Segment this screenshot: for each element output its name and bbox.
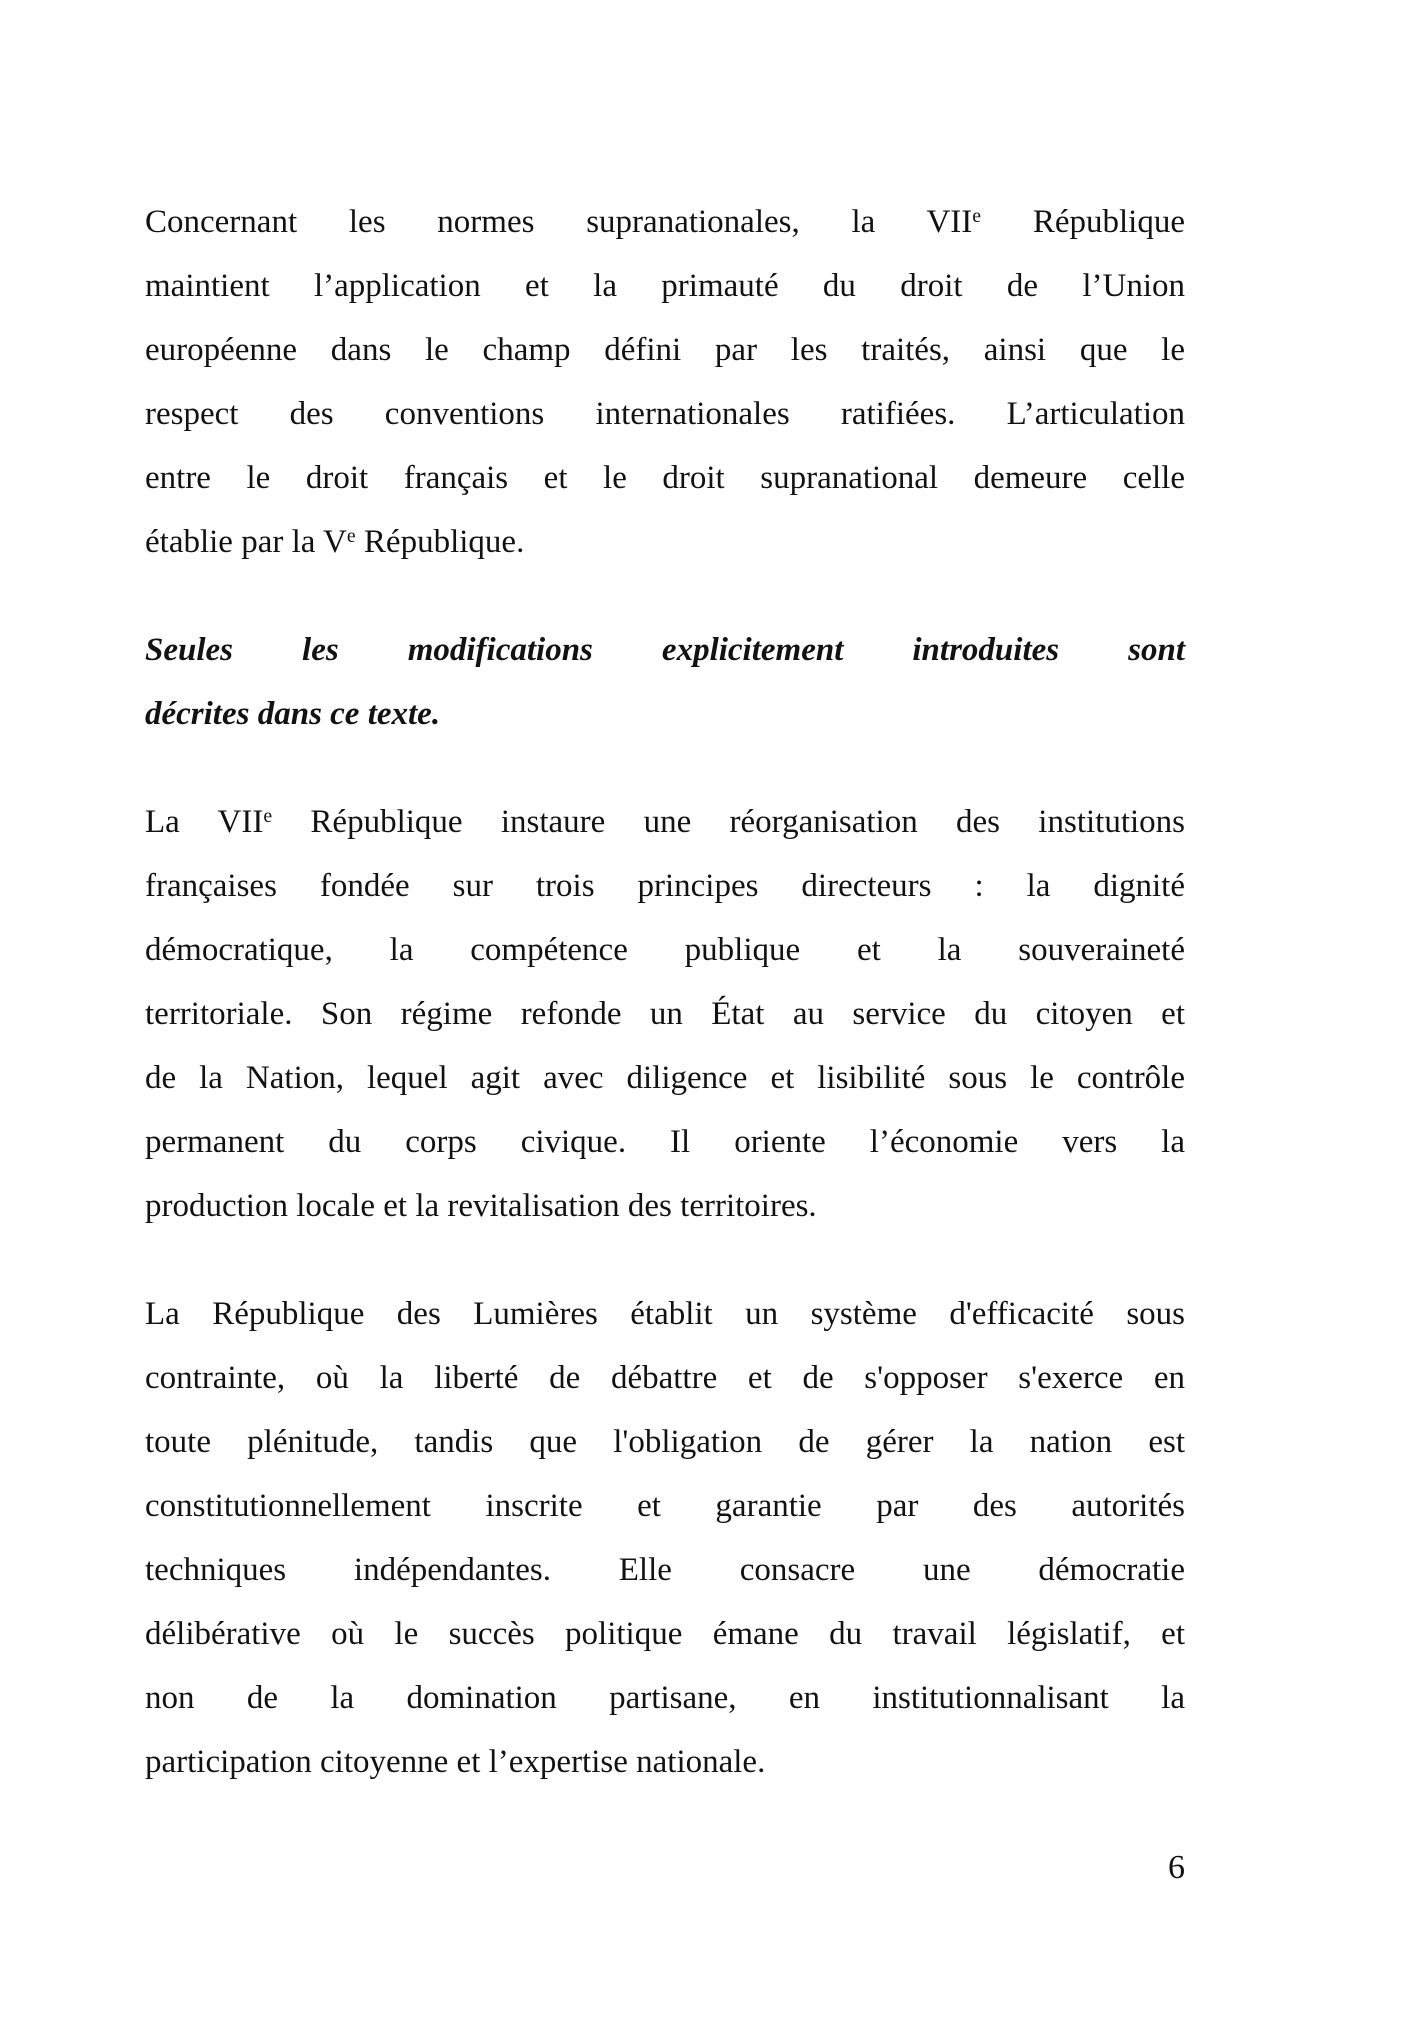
paragraph bbox=[145, 1282, 1185, 1794]
text-line bbox=[145, 382, 1185, 446]
paragraph bbox=[145, 618, 1185, 746]
text-run: République. bbox=[355, 524, 525, 560]
text-line bbox=[145, 446, 1185, 510]
page-number: 6 bbox=[1168, 1849, 1185, 1886]
text-run: françaises fondée sur trois principes directeurs : la dignité bbox=[145, 868, 1185, 904]
text-run: techniques indépendantes. Elle consacre une démocratie bbox=[145, 1552, 1185, 1588]
text-line bbox=[145, 982, 1185, 1046]
text-run: constitutionnellement inscrite et garantie par des autorités bbox=[145, 1488, 1185, 1524]
text-run: établie par la V bbox=[145, 524, 347, 560]
text-run: démocratique, la compétence publique et la souveraineté bbox=[145, 932, 1185, 968]
text-line bbox=[145, 618, 1185, 682]
text-run: production locale et la revitalisation des territoires. bbox=[145, 1188, 817, 1224]
text-run: participation citoyenne et l’expertise nationale. bbox=[145, 1744, 766, 1780]
text-run: maintient l’application et la primauté du droit de l’Union bbox=[145, 268, 1185, 304]
text-line bbox=[145, 918, 1185, 982]
text-run: Concernant les normes supranationales, la VII bbox=[145, 204, 973, 240]
text-line bbox=[145, 1410, 1185, 1474]
text-line bbox=[145, 254, 1185, 318]
text-line bbox=[145, 682, 1185, 746]
text-line bbox=[145, 190, 1185, 254]
text-run: contrainte, où la liberté de débattre et de s'opposer s'exerce en bbox=[145, 1360, 1185, 1396]
text-run: toute plénitude, tandis que l'obligation de gérer la nation est bbox=[145, 1424, 1185, 1460]
superscript-ordinal: e bbox=[346, 525, 356, 548]
text-run: La VII bbox=[145, 804, 264, 840]
text-run: La République des Lumières établit un système d'efficacité sous bbox=[145, 1296, 1185, 1332]
text-line bbox=[145, 1282, 1185, 1346]
text-line bbox=[145, 790, 1185, 854]
text-run: permanent du corps civique. Il oriente l’économie vers la bbox=[145, 1124, 1185, 1160]
text-run: décrites dans ce texte. bbox=[145, 696, 441, 732]
text-line bbox=[145, 1474, 1185, 1538]
text-run: européenne dans le champ défini par les traités, ainsi que le bbox=[145, 332, 1185, 368]
text-line bbox=[145, 1666, 1185, 1730]
text-run: non de la domination partisane, en institutionnalisant la bbox=[145, 1680, 1185, 1716]
paragraph bbox=[145, 190, 1185, 574]
text-line bbox=[145, 1730, 1185, 1794]
text-line bbox=[145, 318, 1185, 382]
text-run: entre le droit français et le droit supranational demeure celle bbox=[145, 460, 1185, 496]
text-run: de la Nation, lequel agit avec diligence et lisibilité sous le contrôle bbox=[145, 1060, 1185, 1096]
text-line bbox=[145, 854, 1185, 918]
text-line bbox=[145, 1346, 1185, 1410]
text-line bbox=[145, 1602, 1185, 1666]
paragraph bbox=[145, 790, 1185, 1238]
page-text bbox=[145, 190, 1185, 1794]
text-line bbox=[145, 1110, 1185, 1174]
text-run: République instaure une réorganisation des institutions bbox=[272, 804, 1185, 840]
text-line bbox=[145, 1538, 1185, 1602]
text-run: respect des conventions internationales ratifiées. L’articulation bbox=[145, 396, 1185, 432]
text-run: République bbox=[981, 204, 1185, 240]
text-run: territoriale. Son régime refonde un État au service du citoyen et bbox=[145, 996, 1185, 1032]
superscript-ordinal: e bbox=[263, 805, 273, 828]
text-line bbox=[145, 510, 1185, 574]
text-run: Seules les modifications explicitement introduites sont bbox=[145, 632, 1185, 668]
text-line bbox=[145, 1174, 1185, 1238]
text-line bbox=[145, 1046, 1185, 1110]
text-run: délibérative où le succès politique émane du travail législatif, et bbox=[145, 1616, 1185, 1652]
superscript-ordinal: e bbox=[972, 205, 982, 228]
